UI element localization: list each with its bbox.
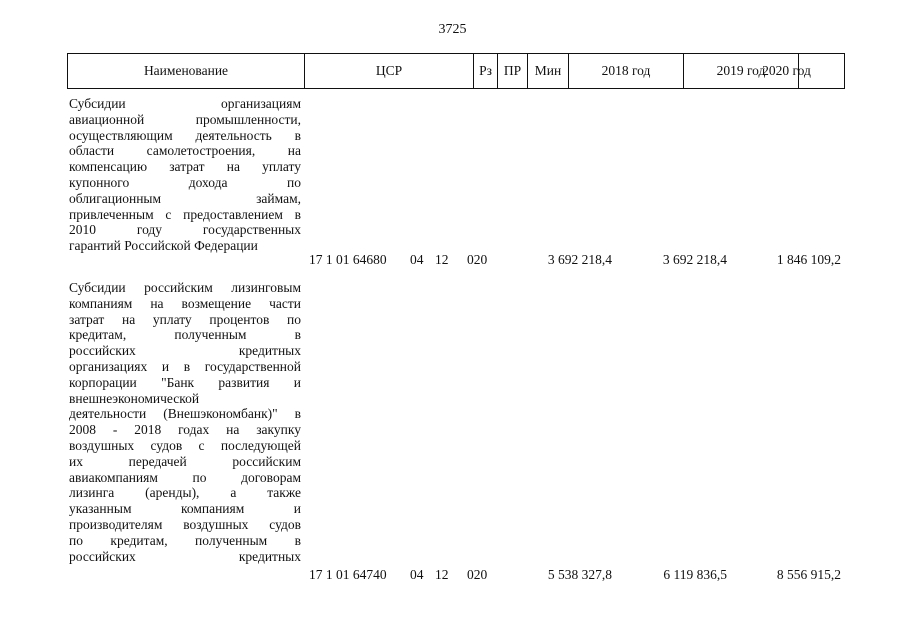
row-2-2018: 5 538 327,8: [547, 567, 612, 582]
row-2-name-line: организациях и в государственной: [69, 358, 301, 374]
header-min: Мин: [527, 54, 568, 88]
header-2020: 2020 год: [762, 63, 811, 78]
row-2-name-line: по кредитам, полученным в: [69, 532, 301, 548]
row-1-name-line: авиационной промышленности,: [69, 111, 301, 127]
row-2-pr: 12: [435, 567, 449, 582]
row-1-2020: 1 846 109,2: [776, 252, 841, 267]
row-1-name-line: привлеченным с предоставлением в: [69, 206, 301, 222]
row-1-rz: 04: [410, 252, 424, 267]
row-1-pr: 12: [435, 252, 449, 267]
row-2-name-line: 2008 - 2018 годах на закупку: [69, 422, 301, 438]
row-1-name-line: Субсидии организациям: [69, 96, 301, 111]
page-number: 3725: [438, 22, 467, 37]
row-2-name-line: указанным компаниям и: [69, 501, 301, 517]
row-2-name-line: кредитам, полученным в: [69, 327, 301, 343]
row-2-name-line: затрат на уплату процентов по: [69, 311, 301, 327]
row-1-name-line: облигационным займам,: [69, 190, 301, 206]
row-2-name-line: Субсидии российским лизинговым: [69, 280, 301, 295]
row-2-name-line: производителям воздушных судов: [69, 516, 301, 532]
row-1-name-line: осуществляющим деятельность в: [69, 127, 301, 143]
header-pr: ПР: [497, 54, 527, 88]
row-1-min: 020: [467, 252, 488, 267]
row-2-name-line: лизинга (аренды), а также: [69, 485, 301, 501]
row-2-name-line: внешнеэкономической: [69, 390, 200, 406]
row-1-csr: 17 1 01 64680: [309, 252, 387, 267]
row-1-name-line: компенсацию затрат на уплату: [69, 159, 301, 175]
row-1-name-line: 2010 году государственных: [69, 222, 301, 238]
header-name: Наименование: [143, 63, 229, 78]
row-2-rz: 04: [410, 567, 424, 582]
row-1-name-line: гарантий Российской Федерации: [69, 238, 258, 254]
header-2018: 2018 год: [568, 54, 683, 88]
row-2-csr: 17 1 01 64740: [309, 567, 387, 582]
row-2-name-line: компаниям на возмещение части: [69, 295, 301, 311]
row-2-name-line: авиакомпаниям по договорам: [69, 469, 301, 485]
row-2-name-line: деятельности (Внешэкономбанк)" в: [69, 406, 301, 422]
header-2019: 2019 год: [683, 54, 798, 88]
row-2-name-line: российских кредитных: [69, 548, 301, 564]
row-1-2018: 3 692 218,4: [547, 252, 612, 267]
row-2-name-line: воздушных судов с последующей: [69, 437, 301, 453]
row-2-name: [69, 280, 301, 564]
row-2-2020: 8 556 915,2: [776, 567, 841, 582]
row-1-name: [69, 96, 301, 254]
row-2-name-line: их передачей российским: [69, 453, 301, 469]
row-1-2019: 3 692 218,4: [662, 252, 727, 267]
row-2-min: 020: [467, 567, 488, 582]
header-rz: Рз: [473, 54, 497, 88]
row-2-name-line: корпорации "Банк развития и: [69, 374, 301, 390]
row-1-name-line: области самолетостроения, на: [69, 143, 301, 159]
header-csr: ЦСР: [304, 54, 473, 88]
row-1-name-line: купонного дохода по: [69, 174, 301, 190]
row-2-2019: 6 119 836,5: [663, 567, 727, 582]
row-2-name-line: российских кредитных: [69, 343, 301, 359]
